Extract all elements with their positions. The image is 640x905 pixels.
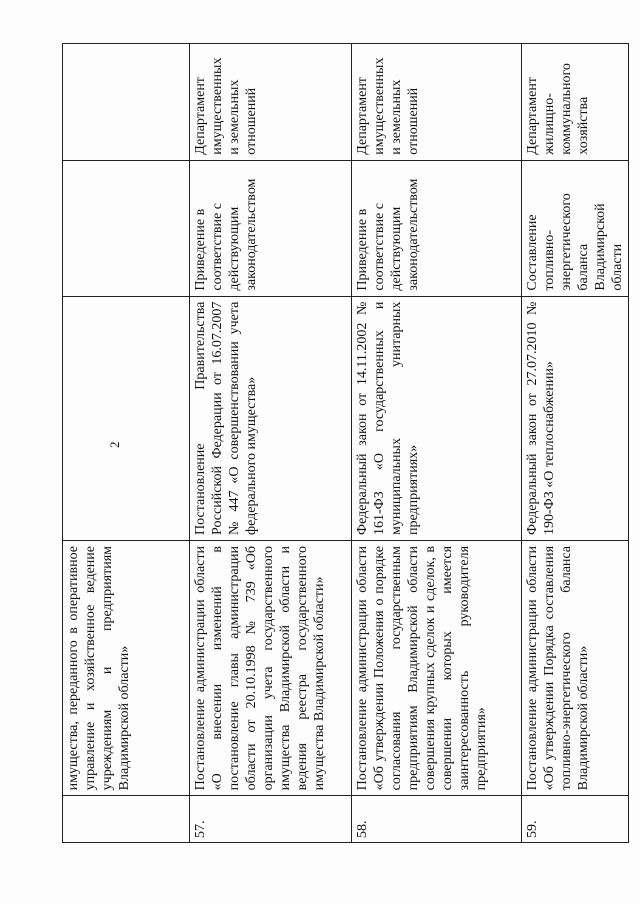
act-cell: Постановление администрации области «О внесении изменений в постановление главы администрации области от 20.10.1998 № 739 «Об организации учета государственного имущества Владимирской области и ведения реестра государственного имущества Владимирской области» [190,540,352,795]
rotated-content [62,43,625,843]
row-number: 59. [522,796,629,843]
department-cell: Департамент имущественных и земельных отношений [190,44,352,161]
basis-cell: Федеральный закон от 14.11.2002 № 161-ФЗ «О государственных и муниципальных унитарных предприятиях» [352,296,522,540]
reason-cell: Составление топливно-энергетического баланса Владимирской области [522,160,629,296]
table-row [63,44,190,843]
reason-cell: Приведение в соответствие с действующим законодательством [190,160,352,296]
department-cell: Департамент жилищно-коммунального хозяйства [522,44,629,161]
table-row [352,44,522,843]
row-number: 57. [190,796,352,843]
act-cell: имущества, переданного в оперативное управление и хозяйственное ведение учреждениям и предприятиям Владимирской области» [63,540,190,795]
row-number: 58. [352,796,522,843]
table-row [190,44,352,843]
plan-table [62,43,629,843]
act-cell: Постановление администрации области «Об утверждении Положения о порядке согласования государственным предприятиям Владимирской области совершения крупных сделок и сделок, в совершении которых имеется заинтересованность руководителя предприятия» [352,540,522,795]
row-number [63,796,190,843]
reason-cell [63,160,190,296]
page-number: 2 [107,441,122,448]
table-row [522,44,629,843]
basis-cell: Федеральный закон от 27.07.2010 № 190-ФЗ «О теплоснабжении» [522,296,629,540]
reason-cell: Приведение в соответствие с действующим законодательством [352,160,522,296]
basis-cell [63,296,190,540]
department-cell [63,44,190,161]
department-cell: Департамент имущественных и земельных отношений [352,44,522,161]
basis-cell: Постановление Правительства Российской Федерации от 16.07.2007 № 447 «О совершенствовании учета федерального имущества» [190,296,352,540]
act-cell: Постановление администрации области «Об утверждении Порядка составления топливно-энергетического баланса Владимирской области» [522,540,629,795]
